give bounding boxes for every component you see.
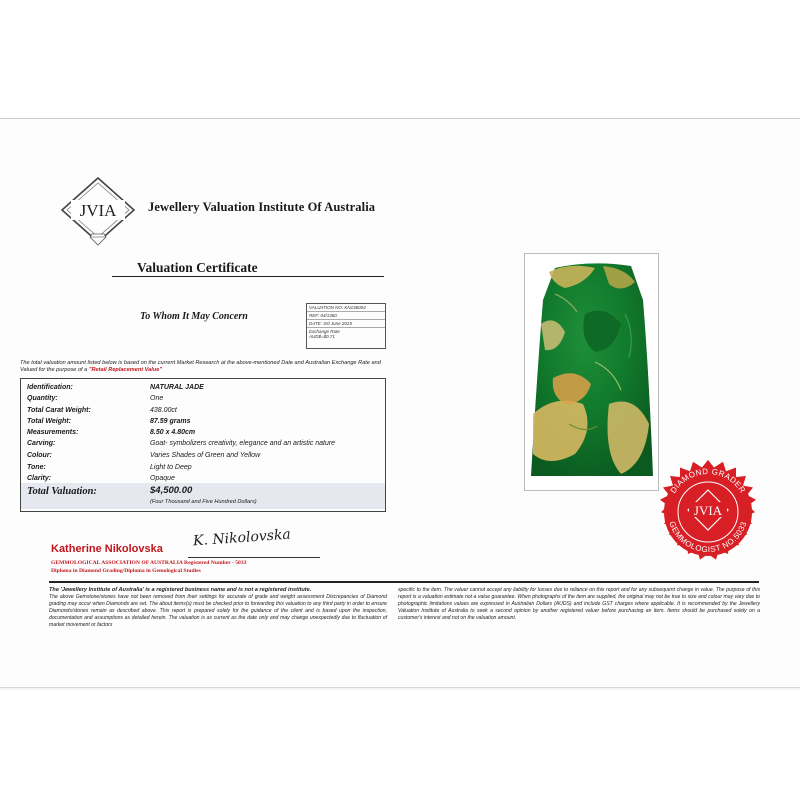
salutation: To Whom It May Concern xyxy=(140,311,248,322)
seal-top-text: DIAMOND GRADER xyxy=(668,466,748,495)
reference-number: REF: 04/1360 xyxy=(307,312,385,320)
disclaimer-right: specific to the item. The valuer cannot accept any liability for losses due to reliance on this report and for any subsequent change in value. The purpose of this report is a valuation estimate not a value guarantee. When photographs of the item are supplied, the original may not be true to size and colour may vary due to photographic limitations values are expressed in Australian Dollars (AUDS) and include GST charges where applicable. It is recommended by the Jewellery Valuation Institute of Australia to seek a second opinion by another registered valuer before purchasing an item. Items should be purchased solely on a customer's interest and not on the valuation amount. xyxy=(398,587,760,621)
valuation-number: VALUATION NO: KN136004 xyxy=(307,304,385,312)
seal-logo-text: JVIA xyxy=(693,503,723,518)
row-value: One xyxy=(150,395,164,402)
row-value: Goat- symbolizers creativity, elegance and an artistic nature xyxy=(150,440,336,447)
gemmologist-seal xyxy=(644,448,772,576)
disclaimer-left xyxy=(49,587,387,629)
row-value: 8.50 x 4.80cm xyxy=(150,429,196,436)
row-label: Total Weight: xyxy=(27,418,71,425)
signer-credential-2: Diploma in Diamond Grading/Diploma in Gemological Studies xyxy=(51,568,201,574)
jade-photo xyxy=(524,253,659,491)
signature-line xyxy=(188,557,320,558)
jade-carving-image xyxy=(525,254,658,490)
disclaimer-heading: The 'Jewellery Institute of Australia' is a registered business name and is not a registered institute. xyxy=(49,587,312,593)
exchange-rate-label: Exchange Rate xyxy=(309,329,340,334)
valuation-date: DATE: 3rd June 2025 xyxy=(307,320,385,328)
row-label: Clarity: xyxy=(27,475,52,482)
organization-name: Jewellery Valuation Institute Of Australia xyxy=(148,200,376,214)
row-value: Light to Deep xyxy=(150,464,192,471)
row-label: Quantity: xyxy=(27,395,58,402)
row-value: 87.59 grams xyxy=(150,418,191,425)
title-underline xyxy=(112,276,384,277)
signature: K. Nikolovska xyxy=(192,526,292,550)
logo-text: JVIA xyxy=(79,201,117,220)
row-label: Total Carat Weight: xyxy=(27,407,91,414)
row-label: Tone: xyxy=(27,464,46,471)
certificate-title: Valuation Certificate xyxy=(137,260,258,275)
total-valuation-value: $4,500.00 xyxy=(150,485,193,496)
seal-bottom-text: GEMMOLOGIST NO.5033 xyxy=(667,520,749,555)
disclaimer-left-body: The above Gemstone/stones have not been removed from their settings for accurate of grade and weight assessment Discrepancies of Diamond grading may occur when Diamonds are set. The about items(s) must be checked prior to forwarding this valuation to any third party in order to ensure Diamonds/stones remain as described above. This report is prepared solely for the guidance of the client and is based upon the inspection, documentation and assumptions as detailed herein. The valuation is as current as the date only and may change unexpectedly due to fluctuation of market movement or factors xyxy=(49,594,387,628)
total-valuation-words: (Four Thousand and Five Hundred Dollars) xyxy=(150,499,257,505)
exchange-rate-value: AUD$=$0.71 xyxy=(309,334,335,339)
signer-name: Katherine Nikolovska xyxy=(51,543,163,555)
total-valuation-label: Total Valuation: xyxy=(27,486,97,497)
row-label: Colour: xyxy=(27,452,52,459)
jvia-logo xyxy=(58,176,138,248)
footer-divider xyxy=(49,581,759,583)
exchange-rate xyxy=(307,328,385,340)
intro-body: The total valuation amount listed below is based on the current Market Research at the above-mentioned Date and Australian Exchange Rate and Valued for the purpose of a xyxy=(20,360,381,373)
intro-highlight: "Retail Replacement Value" xyxy=(88,367,163,373)
row-label: Identification: xyxy=(27,384,73,391)
row-value: Varies Shades of Green and Yellow xyxy=(150,452,261,459)
row-label: Measurements: xyxy=(27,429,79,436)
row-value: 438.00ct xyxy=(150,407,177,414)
signer-credential-1: GEMMOLOGICAL ASSOCIATION OF AUSTRALIA Registered Number - 5033 xyxy=(51,560,247,566)
intro-text xyxy=(20,360,395,374)
details-table xyxy=(20,378,386,512)
row-label: Carving: xyxy=(27,440,56,447)
reference-box xyxy=(306,303,386,349)
row-value: Opaque xyxy=(150,475,175,482)
row-value: NATURAL JADE xyxy=(150,384,204,391)
